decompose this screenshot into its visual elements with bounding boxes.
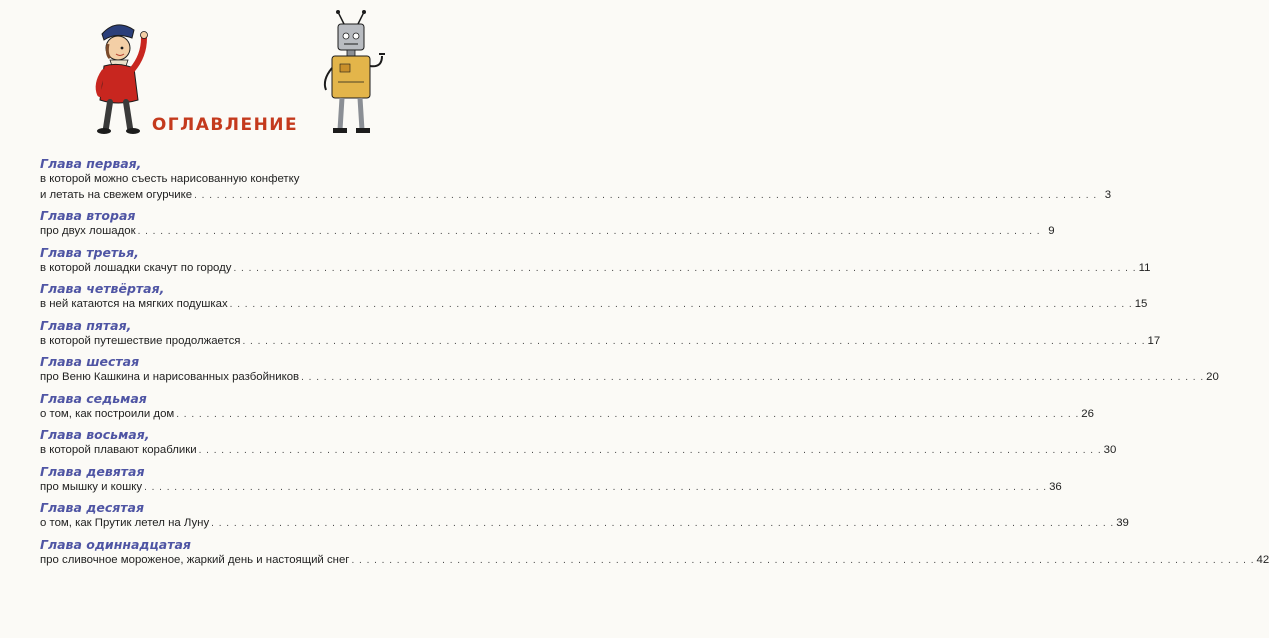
dot-leader: . . . . . . . . . . . . . . . . . . . . . . . . . . . . . . . . . . . . . . . . . . . . . . . . . . . . . . . . . . . . . . . . . . . . . . . . . . . . . . . . . . . . . . . . . . . . . . . . . . . . . . . . . . . . . . . . . . . . . . . . (351, 554, 1255, 566)
chapter-description: в которой путешествие продолжается (40, 334, 241, 347)
chapter-description-line (40, 407, 1094, 423)
page-number: 11 (1138, 261, 1151, 274)
toc-entry (40, 353, 1219, 386)
chapter-description-line (40, 443, 1117, 459)
chapter-description: про двух лошадок (40, 225, 136, 237)
dot-leader: . . . . . . . . . . . . . . . . . . . . . . . . . . . . . . . . . . . . . . . . . . . . . . . . . . . . . . . . . . . . . . . . . . . . . . . . . . . . . . . . . . . . . . . . . . . . . . . . . . . . . . . . . . . . . . . . . . . . . . . . (137, 226, 1041, 237)
chapter-title: Глава первая, (40, 156, 142, 171)
dot-leader: . . . . . . . . . . . . . . . . . . . . . . . . . . . . . . . . . . . . . . . . . . . . . . . . . . . . . . . . . . . . . . . . . . . . . . . . . . . . . . . . . . . . . . . . . . . . . . . . . . . . . . . . . . . . . . . . . . . . . . . . (301, 372, 1205, 383)
page-number: 9 (1048, 225, 1055, 237)
chapter-description: в ней катаются на мягких подушках (40, 298, 228, 310)
chapter-description: в которой плавают кораблики (40, 444, 197, 456)
chapter-description-line (40, 172, 434, 188)
chapter-title: Глава одиннадцатая (40, 536, 191, 552)
chapter-description-line (40, 553, 1269, 569)
chapter-description-line (40, 480, 1062, 496)
chapter-description: про мышку и кошку (40, 480, 143, 493)
toc-entry (40, 280, 1148, 313)
chapter-title: Глава пятая, (40, 317, 132, 333)
chapter-description-line (40, 516, 1129, 532)
page-number: 20 (1206, 371, 1219, 383)
chapter-description: про сливочное мороженое, жаркий день и настоящий снег (40, 553, 350, 566)
dot-leader: . . . . . . . . . . . . . . . . . . . . . . . . . . . . . . . . . . . . . . . . . . . . . . . . . . . . . . . . . . . . . . . . . . . . . . . . . . . . . . . . . . . . . . . . . . . . . . . . . . . . . . . . . . . . . . . . . . . . . . . . (144, 481, 1048, 493)
chapter-description-line (40, 188, 1112, 204)
dot-leader: . . . . . . . . . . . . . . . . . . . . . . . . . . . . . . . . . . . . . . . . . . . . . . . . . . . . . . . . . . . . . . . . . . . . . . . . . . . . . . . . . . . . . . . . . . . . . . . . . . . . . . . . . . . . . . . . . . . . . . . . (229, 299, 1133, 310)
dot-leader: . . . . . . . . . . . . . . . . . . . . . . . . . . . . . . . . . . . . . . . . . . . . . . . . . . . . . . . . . . . . . . . . . . . . . . . . . . . . . . . . . . . . . . . . . . . . . . . . . . . . . . . . . . . . . . . . . . . . . . . . (211, 518, 1115, 529)
page-title: ОГЛАВЛЕНИЕ (151, 115, 299, 135)
chapter-description: о том, как построили дом (40, 407, 175, 420)
page-number: 39 (1116, 517, 1129, 529)
page-number: 30 (1103, 444, 1117, 456)
chapter-title: Глава восьмая, (40, 427, 150, 442)
toc-entry (40, 317, 1161, 350)
chapter-title: Глава вторая (40, 208, 136, 223)
chapter-description-line (40, 297, 1148, 313)
chapter-description-line (40, 334, 1161, 350)
chapter-description-line (40, 370, 1219, 386)
chapter-title: Глава третья, (40, 244, 139, 260)
dot-leader: . . . . . . . . . . . . . . . . . . . . . . . . . . . . . . . . . . . . . . . . . . . . . . . . . . . . . . . . . . . . . . . . . . . . . . . . . . . . . . . . . . . . . . . . . . . . . . . . . . . . . . . . . . . . . . . . . . . . . . . . (242, 335, 1146, 347)
chapter-title: Глава десятая (40, 500, 144, 515)
chapter-description: в которой можно съесть нарисованную конфетку (40, 173, 300, 185)
chapter-title: Глава седьмая (40, 390, 147, 406)
chapter-description: в которой лошадки скачут по городу (40, 261, 232, 274)
chapter-description: про Веню Кашкина и нарисованных разбойников (40, 371, 300, 383)
page-number: 15 (1134, 298, 1148, 310)
dot-leader: . . . . . . . . . . . . . . . . . . . . . . . . . . . . . . . . . . . . . . . . . . . . . . . . . . . . . . . . . . . . . . . . . . . . . . . . . . . . . . . . . . . . . . . . . . . . . . . . . . . . . . . . . . . . . . . . . . . . . . . . (233, 262, 1137, 274)
toc-entry (40, 244, 1151, 277)
toc-entry (40, 536, 1269, 569)
table-of-contents (40, 155, 1269, 572)
dot-leader: . . . . . . . . . . . . . . . . . . . . . . . . . . . . . . . . . . . . . . . . . . . . . . . . . . . . . . . . . . . . . . . . . . . . . . . . . . . . . . . . . . . . . . . . . . . . . . . . . . . . . . . . . . . . . . . . . . . . . . . . (198, 445, 1102, 456)
page-number: 3 (1104, 188, 1112, 201)
chapter-title: Глава девятая (40, 463, 145, 479)
chapter-title: Глава шестая (40, 354, 140, 369)
toc-entry (40, 463, 1062, 496)
chapter-description-line (40, 261, 1151, 277)
chapter-description: о том, как Прутик летел на Луну (40, 517, 210, 529)
toc-entry (40, 426, 1117, 459)
page-number: 17 (1147, 334, 1161, 347)
toc-entry (40, 499, 1129, 532)
toc-entry (40, 390, 1094, 423)
dot-leader: . . . . . . . . . . . . . . . . . . . . . . . . . . . . . . . . . . . . . . . . . . . . . . . . . . . . . . . . . . . . . . . . . . . . . . . . . . . . . . . . . . . . . . . . . . . . . . . . . . . . . . . . . . . . . . . . . . . . . . . . (176, 408, 1080, 420)
page-number: 42 (1256, 553, 1269, 566)
toc-entry (40, 207, 1055, 240)
chapter-description-line (40, 224, 1055, 240)
dot-leader: . . . . . . . . . . . . . . . . . . . . . . . . . . . . . . . . . . . . . . . . . . . . . . . . . . . . . . . . . . . . . . . . . . . . . . . . . . . . . . . . . . . . . . . . . . . . . . . . . . . . . . . . . . . . . . . . . . . . . . . . (194, 189, 1098, 201)
toc-entry (40, 155, 1112, 203)
chapter-description: и летать на свежем огурчике (40, 188, 193, 201)
page-number: 36 (1049, 480, 1062, 493)
chapter-title: Глава четвёртая, (40, 281, 165, 296)
page-number: 26 (1081, 407, 1094, 420)
